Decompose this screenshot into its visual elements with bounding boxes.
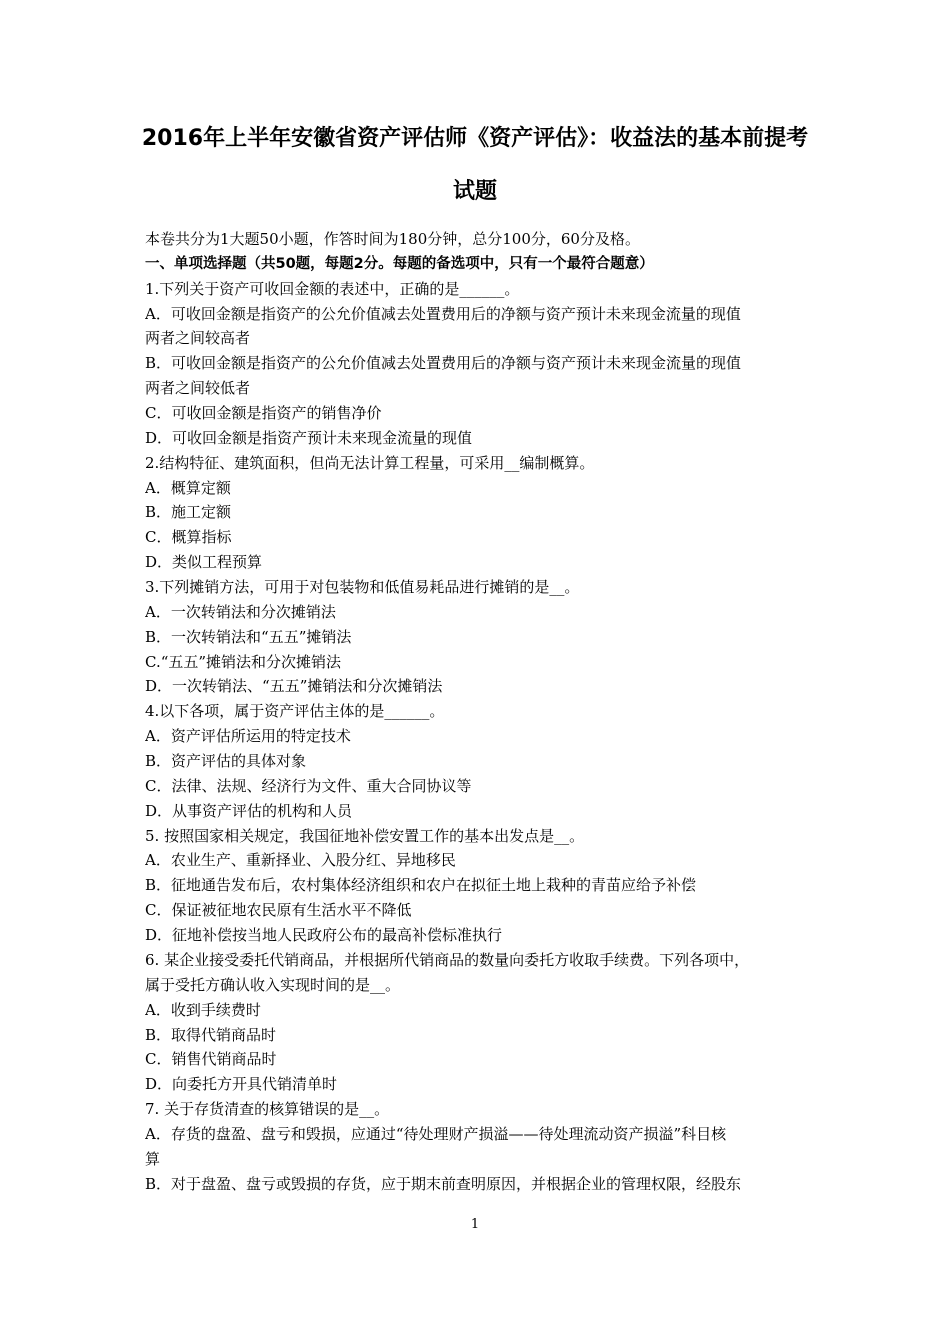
exam-instructions: 本卷共分为1大题50小题，作答时间为180分钟，总分100分，60分及格。 (145, 230, 640, 248)
option-5b: B．征地通告发布后，农村集体经济组织和农户在拟征土地上栽种的青苗应给予补偿 (145, 876, 697, 895)
section-heading: 一、单项选择题（共50题，每题2分。每题的备选项中，只有一个最符合题意） (145, 255, 654, 272)
option-2d: D．类似工程预算 (145, 553, 263, 572)
option-1a-cont: 两者之间较高者 (145, 329, 251, 348)
option-1a: A．可收回金额是指资产的公允价值减去处置费用后的净额与资产预计未来现金流量的现值 (145, 304, 741, 323)
option-3b: B．一次转销法和“五五”摊销法 (145, 627, 352, 646)
question-5: 5. 按照国家相关规定，我国征地补偿安置工作的基本出发点是__。 (145, 826, 585, 845)
document-body (145, 227, 815, 1197)
option-5d: D．征地补偿按当地人民政府公布的最高补偿标准执行 (145, 926, 503, 945)
option-1c: C．可收回金额是指资产的销售净价 (145, 404, 382, 423)
option-3a: A．一次转销法和分次摊销法 (145, 602, 336, 621)
option-3d: D．一次转销法、“五五”摊销法和分次摊销法 (145, 677, 443, 696)
option-7a-cont: 算 (145, 1149, 161, 1168)
option-7b: B．对于盘盈、盘亏或毁损的存货，应于期末前查明原因，并根据企业的管理权限，经股东 (145, 1174, 742, 1193)
question-6: 6. 某企业接受委托代销商品，并根据所代销商品的数量向委托方收取手续费。下列各项中， (145, 950, 750, 969)
option-3c: C.“五五”摊销法和分次摊销法 (145, 652, 342, 671)
option-6b: B．取得代销商品时 (145, 1025, 277, 1044)
option-4b: B．资产评估的具体对象 (145, 752, 307, 771)
option-1b: B．可收回金额是指资产的公允价值减去处置费用后的净额与资产预计未来现金流量的现值 (145, 354, 742, 373)
option-1d: D．可收回金额是指资产预计未来现金流量的现值 (145, 428, 473, 447)
question-1: 1.下列关于资产可收回金额的表述中，正确的是______。 (145, 279, 520, 298)
question-4: 4.以下各项，属于资产评估主体的是______。 (145, 702, 445, 721)
option-4c: C．法律、法规、经济行为文件、重大合同协议等 (145, 776, 472, 795)
document-title-line-2: 试题 (452, 179, 497, 204)
option-6c: C．销售代销商品时 (145, 1050, 277, 1069)
option-2a: A．概算定额 (145, 478, 231, 497)
option-5c: C．保证被征地农民原有生活水平不降低 (145, 901, 412, 920)
option-6d: D．向委托方开具代销清单时 (145, 1075, 338, 1094)
question-2: 2.结构特征、建筑面积，但尚无法计算工程量，可采用__编制概算。 (145, 453, 595, 472)
option-4a: A．资产评估所运用的特定技术 (145, 727, 351, 746)
question-6-cont: 属于受托方确认收入实现时间的是__。 (145, 975, 401, 994)
option-2b: B．施工定额 (145, 503, 232, 522)
option-5a: A．农业生产、重新择业、入股分红、异地移民 (145, 851, 456, 870)
page-number: 1 (470, 1217, 480, 1232)
option-1b-cont: 两者之间较低者 (145, 379, 251, 398)
question-7: 7. 关于存货清查的核算错误的是__。 (145, 1100, 390, 1119)
question-3: 3.下列摊销方法，可用于对包装物和低值易耗品进行摊销的是__。 (145, 578, 580, 597)
option-7a: A．存货的盘盈、盘亏和毁损，应通过“待处理财产损溢——待处理流动资产损溢”科目核 (145, 1124, 727, 1143)
option-6a: A．收到手续费时 (145, 1000, 261, 1019)
option-4d: D．从事资产评估的机构和人员 (145, 801, 353, 820)
option-2c: C．概算指标 (145, 528, 232, 547)
document-title-line-1: 2016年上半年安徽省资产评估师《资产评估》：收益法的基本前提考 (141, 126, 809, 151)
